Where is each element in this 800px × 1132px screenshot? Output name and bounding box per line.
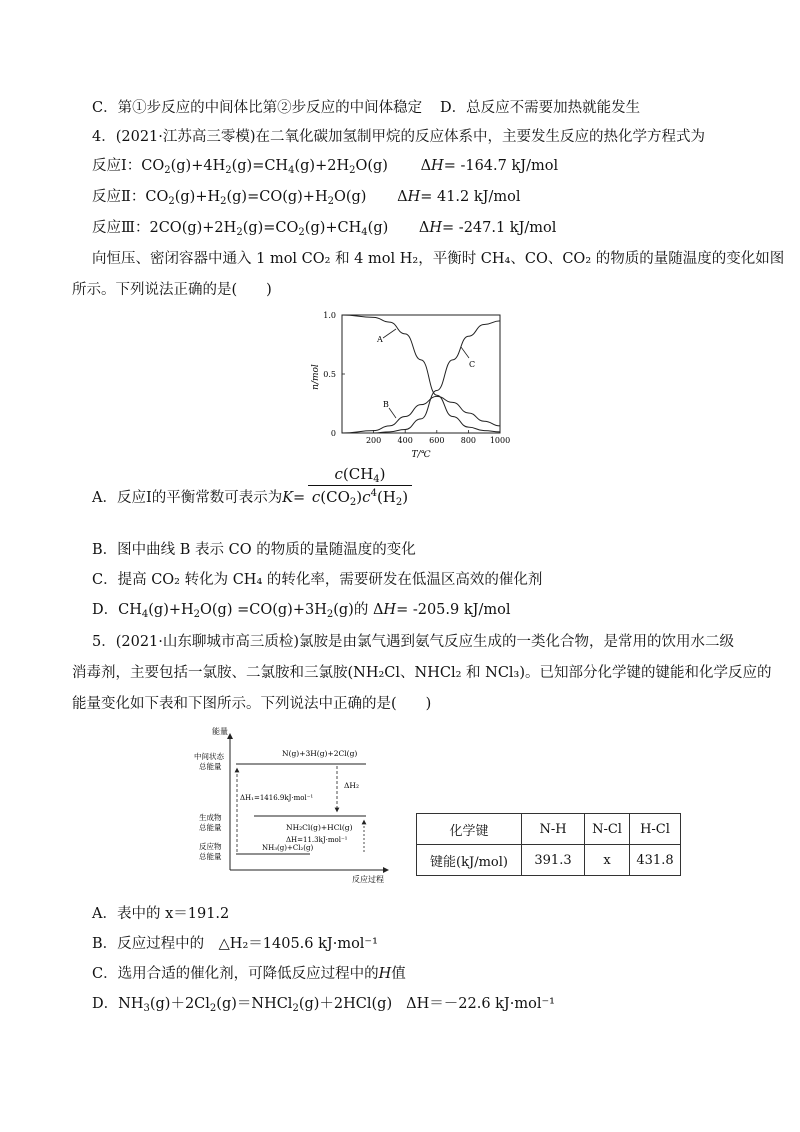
product-label-1: 生成物 <box>199 813 222 822</box>
xtick-200: 200 <box>365 436 382 445</box>
top-species: N(g)+3H(g)+2Cl(g) <box>282 749 358 758</box>
q5-intro-line2: 消毒剂，主要包括一氯胺、二氯胺和三氯胺(NH₂Cl、NHCl₂ 和 NCl₃)。已知部分化学键的键能和化学反应的 <box>72 665 772 681</box>
r2-label: 反应Ⅱ： <box>92 189 146 205</box>
dh1-label: ΔH₁=1416.9kJ·mol⁻¹ <box>240 794 314 802</box>
bond-energy-table <box>416 813 681 876</box>
q5-option-d-dh: H＝－22.6 kJ·mol⁻¹ <box>416 996 555 1012</box>
equilibrium-chart <box>300 305 520 460</box>
chart-ylabel: n/mol <box>311 364 321 390</box>
ytick-0: 0 <box>330 429 336 438</box>
ytick-0-5: 0.5 <box>323 370 336 379</box>
table-header-ncl: N-Cl <box>585 814 630 845</box>
table-row-label: 键能(kJ/mol) <box>417 845 522 876</box>
xtick-400: 400 <box>397 436 413 445</box>
r2-dh: = 41.2 kJ/mol <box>420 189 521 205</box>
table-row <box>417 845 681 876</box>
table-header-nh: N-H <box>522 814 585 845</box>
reactant-species: NH₃(g)+Cl₂(g) <box>262 844 314 852</box>
table-row <box>417 814 681 845</box>
mid-state-label-2: 总能量 <box>199 762 222 771</box>
r1-dh: = -164.7 kJ/mol <box>443 158 559 174</box>
process-axis-label: 反应过程 <box>352 875 384 884</box>
q4-option-a: A．反应Ⅰ的平衡常数可表示为K= <box>92 490 306 506</box>
q4-reaction-2: 反应Ⅱ：$CO_2(g)+H_2(g)=CO(g)+H_2O(g)$ ΔH= 41.2 kJ/mol <box>92 189 521 207</box>
q5-intro-line1: 5．(2021·山东聊城市高三质检)氯胺是由氯气遇到氨气反应生成的一类化合物，是常用的饮用水二级 <box>92 634 735 650</box>
reactant-label-1: 反应物 <box>199 842 222 851</box>
q4-desc-line2: 所示。下列说法正确的是( ) <box>72 282 272 298</box>
r3-label: 反应Ⅲ： <box>92 220 150 236</box>
table-cell-hcl: 431.8 <box>630 845 681 876</box>
xtick-1000: 1000 <box>489 436 511 445</box>
q4-option-d-dh: = -205.9 kJ/mol <box>396 602 511 618</box>
q5-option-c: C．选用合适的催化剂，可降低反应过程中的H值 <box>92 966 406 982</box>
q4-option-d: D．$CH_4(g)+H_2O(g) =CO(g)+3H_2(g)$的 ΔH= -205.9 kJ/mol <box>92 602 511 620</box>
ytick-1-0: 1.0 <box>323 311 336 320</box>
curve-label-a: A <box>377 335 383 344</box>
energy-axis-label: 能量 <box>212 727 228 736</box>
curve-a <box>342 315 500 432</box>
q5-option-a: A．表中的 x＝191.2 <box>92 906 230 922</box>
q3-option-d: D．总反应不需要加热就能发生 <box>440 100 641 116</box>
product-species: NH₂Cl(g)+HCl(g) <box>286 823 353 832</box>
xtick-600: 600 <box>429 436 445 445</box>
q5-option-d: D．$NH_3(g)+2Cl_2(g)=NHCl_2(g)+2HCl(g)$ ΔH＝－22.6 kJ·mol⁻¹ <box>92 996 555 1014</box>
product-label-2: 总能量 <box>199 823 222 832</box>
q5-intro-line3: 能量变化如下表和下图所示。下列说法中正确的是( ) <box>72 696 432 712</box>
dh-label: ΔH=11.3kJ·mol⁻¹ <box>286 836 348 844</box>
q3-option-c: C．第①步反应的中间体比第②步反应的中间体稳定 <box>92 100 423 116</box>
q4-option-c: C．提高 CO₂ 转化为 CH₄ 的转化率，需要研发在低温区高效的催化剂 <box>92 572 543 588</box>
curve-b <box>342 396 500 433</box>
q4-reaction-1: 反应Ⅰ：$CO_2(g)+4H_2(g)=CH_4(g)+2H_2O(g)$ ΔH= -164.7 kJ/mol <box>92 158 559 176</box>
q5-option-b: B．反应过程中的 △H₂＝1405.6 kJ·mol⁻¹ <box>92 936 378 952</box>
table-cell-ncl: x <box>585 845 630 876</box>
curve-label-b: B <box>383 400 389 409</box>
reactant-label-2: 总能量 <box>199 852 222 861</box>
chart-xlabel: T/℃ <box>411 450 431 460</box>
dh2-label: ΔH₂ <box>344 781 359 790</box>
q4-desc-line1: 向恒压、密闭容器中通入 1 mol CO₂ 和 4 mol H₂，平衡时 CH₄、CO、CO₂ 的物质的量随温度的变化如图 <box>92 251 785 267</box>
energy-diagram <box>190 722 405 884</box>
curve-c <box>342 321 500 433</box>
q4-option-b: B．图中曲线 B 表示 CO 的物质的量随温度的变化 <box>92 542 416 558</box>
mid-state-label-1: 中间状态 <box>194 752 224 761</box>
curve-label-c: C <box>469 360 476 369</box>
equilibrium-constant-fraction: $\frac{c(CH_4)}{c(CO_2)c^4(H_2)}$ <box>308 463 412 508</box>
table-cell-nh: 391.3 <box>522 845 585 876</box>
q5-option-c-suffix: 值 <box>391 966 406 982</box>
table-header-bond: 化学键 <box>417 814 522 845</box>
xtick-800: 800 <box>460 436 477 445</box>
q4-intro: 4．(2021·江苏高三零模)在二氧化碳加氢制甲烷的反应体系中，主要发生反应的热化学方程式为 <box>92 129 706 145</box>
table-header-hcl: H-Cl <box>630 814 681 845</box>
r1-label: 反应Ⅰ： <box>92 158 142 174</box>
r3-dh: = -247.1 kJ/mol <box>442 220 557 236</box>
q4-reaction-3: 反应Ⅲ：$2CO(g)+2H_2(g)=CO_2(g)+CH_4(g)$ ΔH= -247.1 kJ/mol <box>92 220 557 238</box>
q5-option-c-text: C．选用合适的催化剂，可降低反应过程中的 <box>92 966 379 982</box>
q4-option-a-text: A．反应Ⅰ的平衡常数可表示为 <box>92 490 283 506</box>
